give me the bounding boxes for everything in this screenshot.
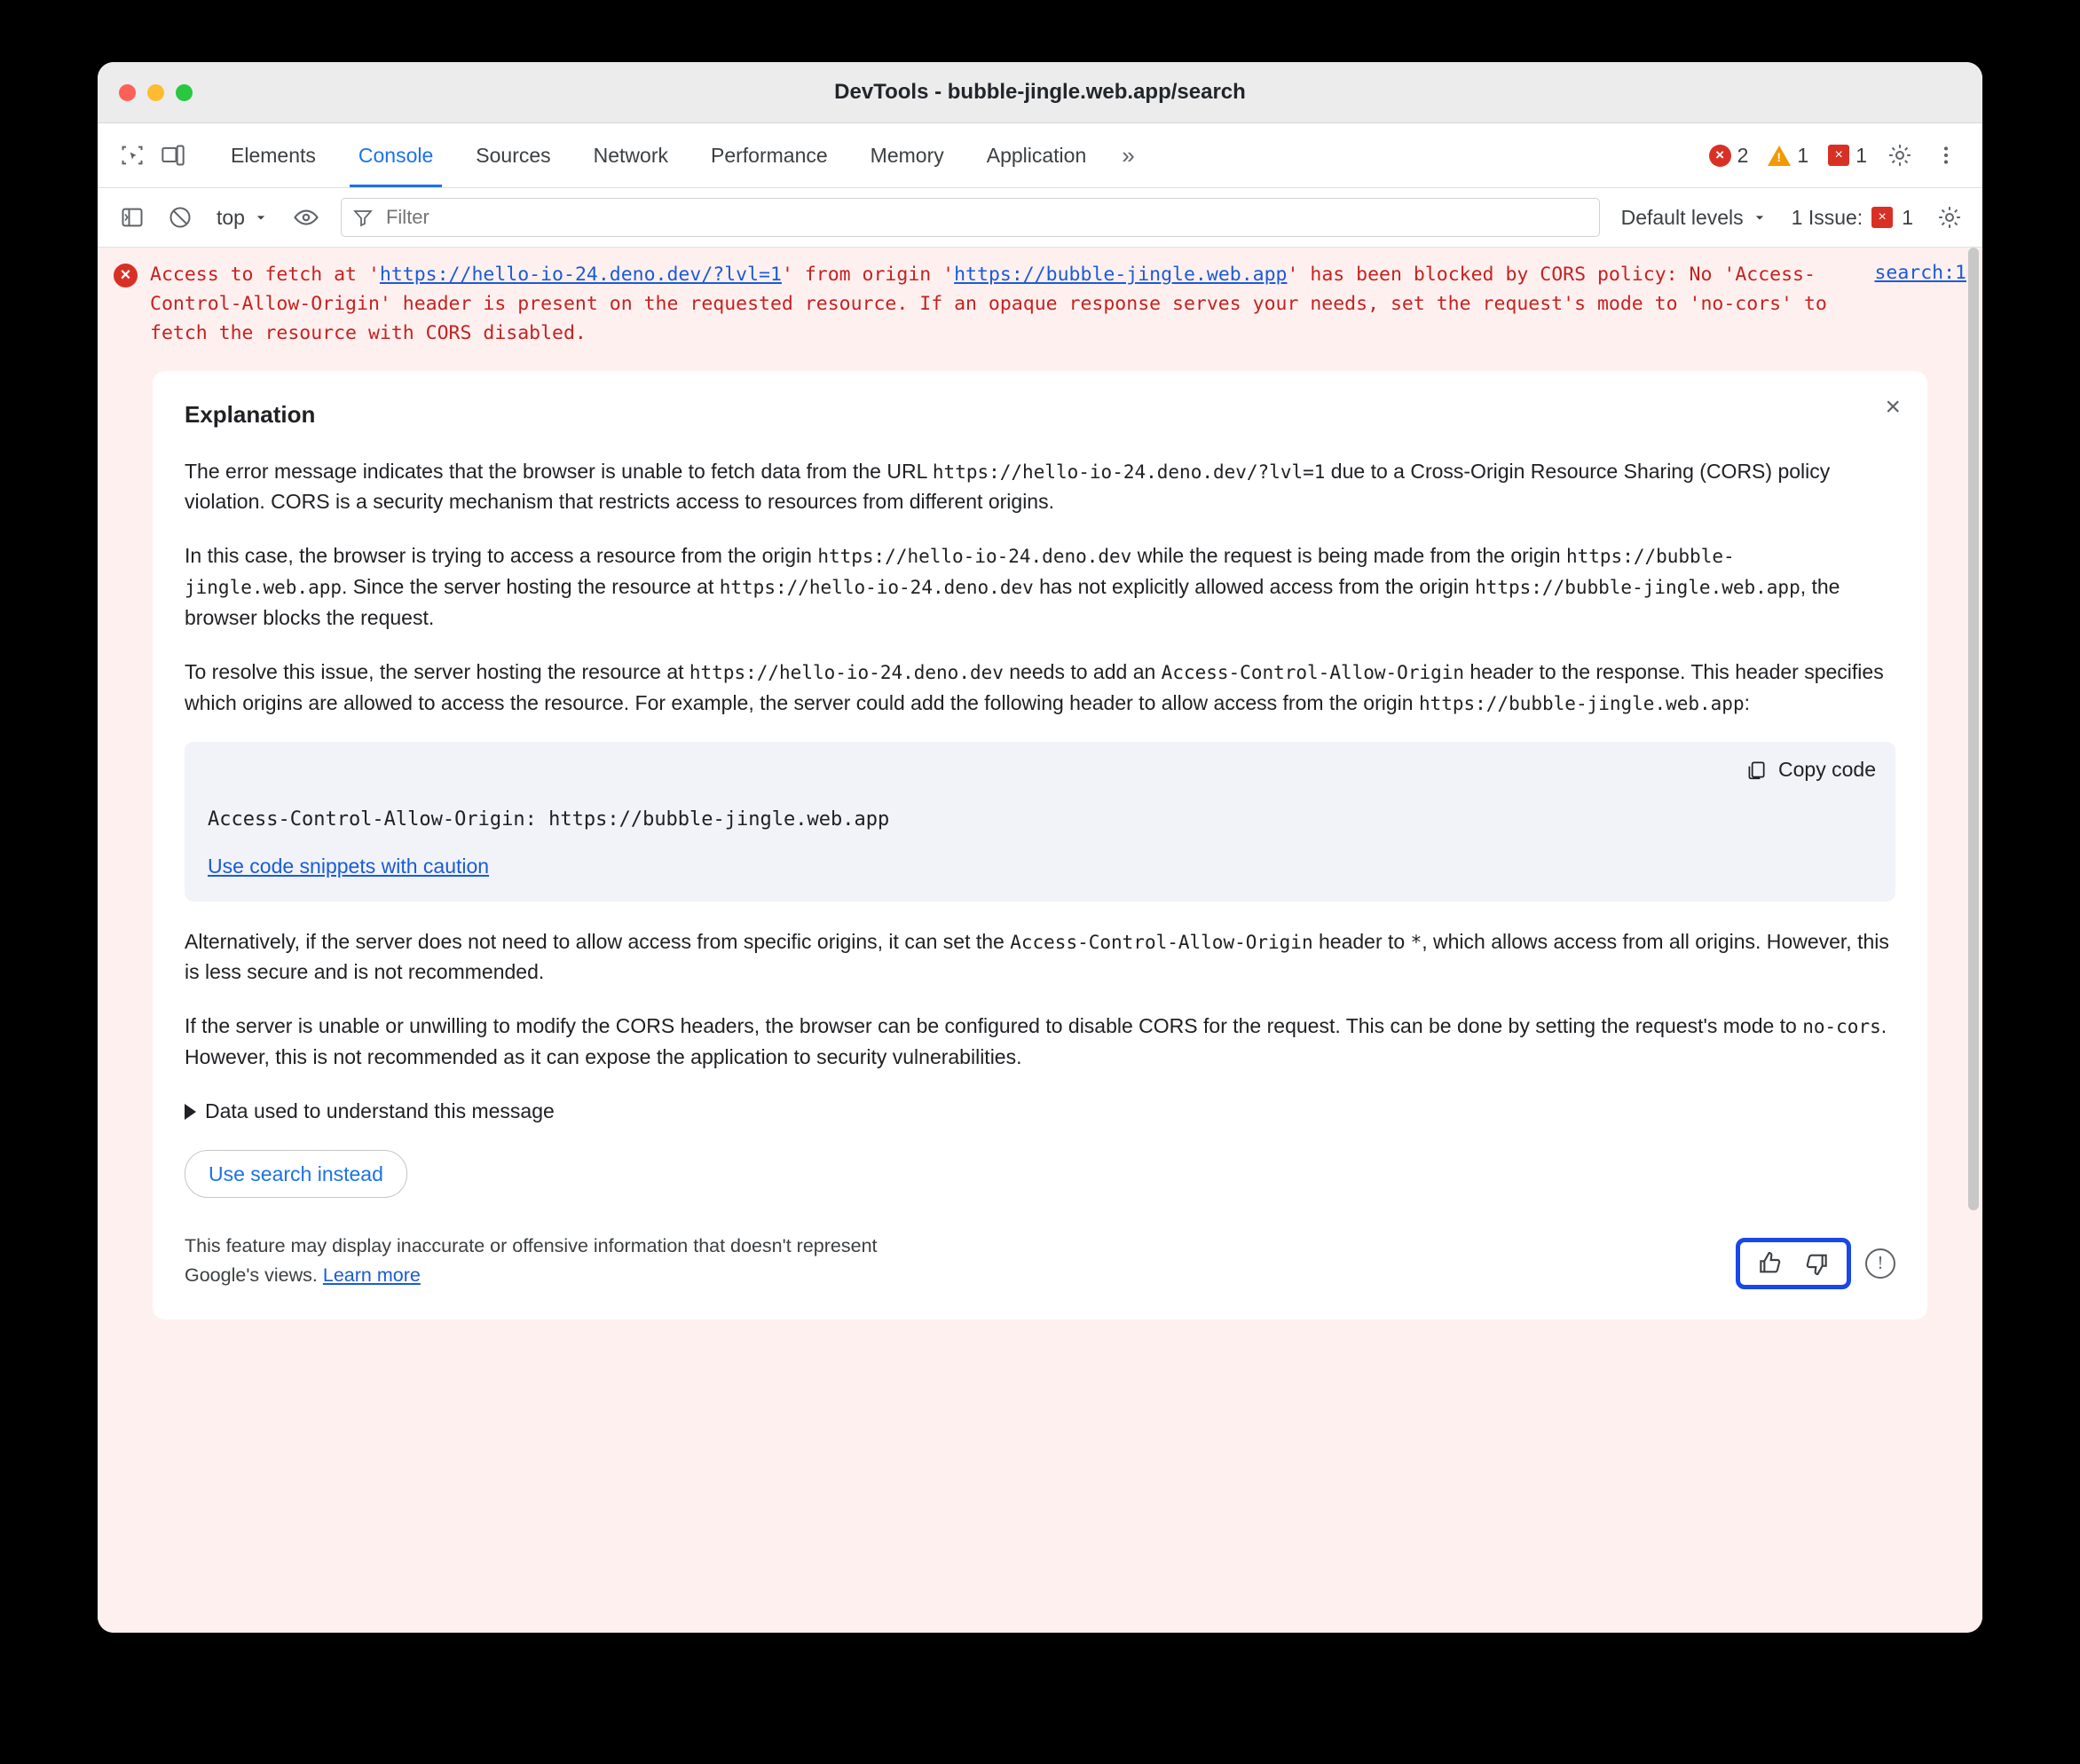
copy-code-label: Copy code <box>1778 758 1876 782</box>
window-traffic-lights <box>119 84 193 101</box>
console-error-message[interactable] <box>98 248 1982 357</box>
rating-controls <box>1736 1238 1895 1289</box>
window-title: DevTools - bubble-jingle.web.app/search <box>834 80 1246 104</box>
explanation-paragraph-3 <box>185 657 1895 719</box>
more-tabs-icon[interactable]: » <box>1122 141 1135 169</box>
log-levels-label: Default levels <box>1620 205 1744 229</box>
explanation-title: Explanation <box>185 401 316 428</box>
devtools-tabbar <box>98 123 1982 188</box>
code-snippet-footer <box>185 842 1895 902</box>
paragraph3-part-a: To resolve this issue, the server hosting the resource at <box>185 660 689 684</box>
explanation-paragraph-4 <box>185 926 1895 988</box>
warning-icon <box>1768 146 1791 166</box>
paragraph2-code-4: https://bubble-jingle.web.app <box>1475 577 1800 599</box>
error-count-label: 2 <box>1737 143 1749 167</box>
paragraph4-code-1: Access-Control-Allow-Origin <box>1010 931 1313 953</box>
chevron-down-icon <box>1751 209 1769 226</box>
console-scrollbar[interactable] <box>1968 248 1979 1210</box>
console-filter-box[interactable] <box>341 198 1600 237</box>
error-rest: ' has been blocked by CORS policy: No 'Access-Control-Allow-Origin' header is present on the requested resource. If an opaque response serves your needs, set the request's mode to 'no-cors' to fetch the resource with CORS disabled. <box>150 264 1827 344</box>
explanation-paragraph-5 <box>185 1011 1895 1073</box>
code-snippet-header <box>185 742 1895 794</box>
paragraph4-code-2: * <box>1410 931 1422 953</box>
inspect-element-icon[interactable] <box>112 135 153 176</box>
tabbar-status-area <box>1702 135 1972 176</box>
console-settings-gear-icon[interactable] <box>1929 197 1970 238</box>
paragraph5-part-a: If the server is unable or unwilling to modify the CORS headers, the browser can be configured to disable CORS for the request. This can be done by setting the request's mode to <box>185 1014 1803 1038</box>
issues-counter-value: 1 <box>1902 205 1913 229</box>
error-url-link[interactable]: https://hello-io-24.deno.dev/?lvl=1 <box>379 264 782 286</box>
tab-memory[interactable]: Memory <box>870 143 944 167</box>
error-source-link[interactable]: search:1 <box>1874 262 1966 284</box>
log-levels-selector[interactable] <box>1614 202 1776 233</box>
error-icon: × <box>114 264 138 287</box>
thumbs-down-icon[interactable] <box>1802 1249 1831 1278</box>
explanation-paragraph-1 <box>185 456 1895 518</box>
rating-buttons-group <box>1736 1238 1851 1289</box>
paragraph2-code-3: https://hello-io-24.deno.dev <box>719 577 1034 599</box>
maximize-window-button[interactable] <box>176 84 193 101</box>
disclaimer-text <box>185 1232 912 1289</box>
issue-count-label: 1 <box>1855 143 1867 167</box>
execution-context-selector[interactable] <box>208 202 279 233</box>
code-caution-link[interactable]: Use code snippets with caution <box>208 854 490 878</box>
issues-counter[interactable] <box>1783 202 1922 233</box>
tab-sources[interactable]: Sources <box>476 143 551 167</box>
code-snippet-block <box>185 742 1895 901</box>
data-used-disclosure[interactable] <box>185 1096 1895 1127</box>
chevron-down-icon <box>252 209 270 226</box>
tab-network[interactable]: Network <box>593 143 668 167</box>
paragraph3-code-1: https://hello-io-24.deno.dev <box>689 662 1004 684</box>
learn-more-link[interactable]: Learn more <box>322 1264 421 1286</box>
use-search-instead-button[interactable]: Use search instead <box>185 1150 407 1198</box>
paragraph3-code-3: https://bubble-jingle.web.app <box>1418 693 1745 715</box>
disclaimer-body: This feature may display inaccurate or offensive information that doesn't represent Google's views. <box>185 1235 878 1286</box>
device-toolbar-icon[interactable] <box>153 135 193 176</box>
console-output[interactable] <box>98 248 1982 1633</box>
execution-context-label: top <box>217 205 245 229</box>
error-mid: ' from origin ' <box>781 264 955 286</box>
info-icon[interactable]: ! <box>1865 1248 1895 1279</box>
console-error-text <box>150 260 1862 348</box>
paragraph2-code-2: https://bubble-jingle.web.app <box>185 546 1735 599</box>
code-snippet-text: Access-Control-Allow-Origin: https://bubble-jingle.web.app <box>208 808 890 831</box>
clear-console-icon[interactable] <box>160 197 201 238</box>
paragraph2-part-a: In this case, the browser is trying to access a resource from the origin <box>185 544 818 568</box>
live-expression-eye-icon[interactable] <box>286 197 327 238</box>
paragraph2-part-c: . Since the server hosting the resource at <box>342 575 720 599</box>
data-used-label: Data used to understand this message <box>205 1099 555 1123</box>
paragraph1-code: https://hello-io-24.deno.dev/?lvl=1 <box>932 461 1326 483</box>
paragraph4-part-a: Alternatively, if the server does not need to allow access from specific origins, it can set the <box>185 929 1011 953</box>
paragraph3-part-d: : <box>1744 691 1750 715</box>
paragraph5-part-b: . However, this is not recommended as it can expose the application to security vulnerabilities. <box>185 1014 1887 1069</box>
tab-application[interactable]: Application <box>986 143 1087 167</box>
window-titlebar <box>98 62 1982 123</box>
console-toolbar <box>98 188 1982 248</box>
close-icon[interactable]: × <box>1885 392 1901 421</box>
panel-tabs <box>209 123 1149 187</box>
explanation-card <box>153 371 1927 1319</box>
issue-icon: × <box>1871 207 1893 228</box>
filter-icon <box>352 207 374 228</box>
paragraph3-part-b: needs to add an <box>1003 660 1162 684</box>
tab-console[interactable]: Console <box>337 123 454 187</box>
paragraph2-part-e: , the browser blocks the request. <box>185 575 1840 630</box>
minimize-window-button[interactable] <box>147 84 164 101</box>
paragraph1-part-a: The error message indicates that the browser is unable to fetch data from the URL <box>185 459 933 483</box>
close-window-button[interactable] <box>119 84 136 101</box>
tab-elements[interactable]: Elements <box>231 143 316 167</box>
chevron-right-icon <box>185 1104 196 1120</box>
paragraph3-part-c: header to the response. This header specifies which origins are allowed to access the resource. For example, the server could add the following header to allow access from the origin <box>185 660 1884 715</box>
error-icon: × <box>1709 145 1731 167</box>
issues-counter-label: 1 Issue: <box>1791 205 1863 229</box>
explanation-footer <box>185 1232 1895 1289</box>
explanation-paragraph-2 <box>185 540 1895 634</box>
warning-count-chip[interactable] <box>1761 144 1816 168</box>
error-origin-link[interactable]: https://bubble-jingle.web.app <box>954 264 1288 286</box>
paragraph4-part-b: header to <box>1312 929 1411 953</box>
devtools-window <box>98 62 1982 1633</box>
paragraph4-part-c: , which allows access from all origins. However, this is less secure and is not recommended. <box>185 929 1889 984</box>
paragraph5-code-1: no-cors <box>1802 1016 1881 1038</box>
issue-count-chip[interactable] <box>1821 144 1874 168</box>
settings-gear-icon[interactable] <box>1879 135 1920 176</box>
copy-code-button[interactable] <box>1745 754 1876 785</box>
console-sidebar-toggle-icon[interactable] <box>112 197 153 238</box>
thumbs-up-icon[interactable] <box>1756 1249 1785 1278</box>
issue-icon: × <box>1828 145 1849 166</box>
paragraph2-part-d: has not explicitly allowed access from the origin <box>1033 575 1476 599</box>
console-filter-input[interactable] <box>384 205 1588 230</box>
copy-icon <box>1745 759 1768 782</box>
tab-performance[interactable]: Performance <box>711 143 828 167</box>
paragraph1-part-b: due to a Cross-Origin Resource Sharing (CORS) policy violation. CORS is a security mechanism that restricts access to resources from different origins. <box>185 459 1831 514</box>
error-prefix: Access to fetch at ' <box>150 264 380 286</box>
error-count-chip[interactable] <box>1702 144 1756 168</box>
paragraph3-code-2: Access-Control-Allow-Origin <box>1161 662 1465 684</box>
warning-count-label: 1 <box>1797 143 1809 167</box>
more-options-icon[interactable] <box>1926 135 1966 176</box>
paragraph2-part-b: while the request is being made from the origin <box>1131 544 1566 568</box>
paragraph2-code-1: https://hello-io-24.deno.dev <box>817 546 1132 568</box>
